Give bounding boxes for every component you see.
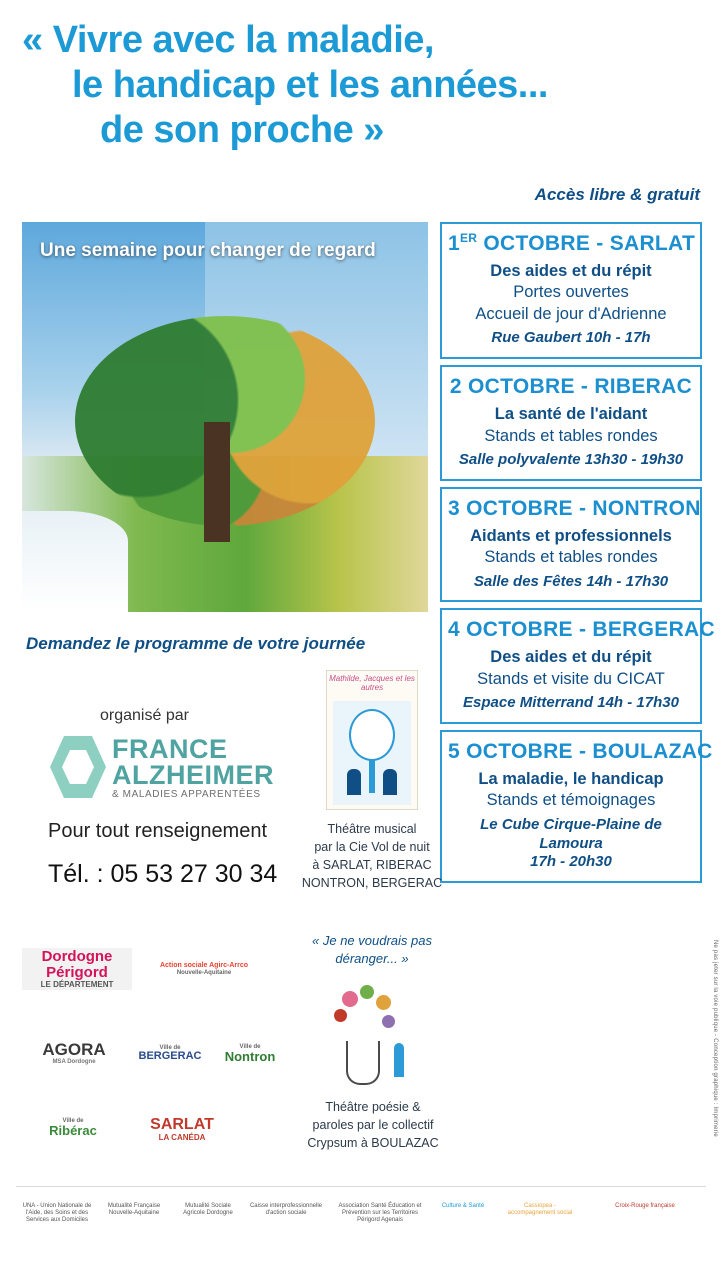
event-title: Aidants et professionnels [470,526,672,545]
partner-logo-name: Ribérac [49,1123,97,1139]
flower-icon [342,991,358,1007]
footer-logo: UNA - Union Nationale de l'Aide, des Soins et des Services aux Domiciles [22,1203,92,1223]
person-icon [394,1043,404,1077]
tree-icon [349,709,395,761]
headline-line-2: le handicap et les années... [72,63,548,106]
print-credit: Ne pas jeter sur la voie publique - Conception graphique : Imprimerie [712,940,718,1137]
flower-icon [334,1009,347,1022]
partner-logo-sub: Ville de [159,1045,181,1052]
event-date: 2 OCTOBRE - RIBERAC [449,375,693,399]
headline-line-1: « Vivre avec la maladie, [22,19,434,61]
flower-icon [382,1015,395,1028]
figure-icon [347,769,361,795]
partner-logo-name: AGORA [42,1039,106,1059]
partner-logo [134,1108,230,1152]
partner-logo-sub: LA CANÉDA [158,1133,206,1143]
partner-logos [16,940,286,1170]
partner-logo-name: BERGERAC [138,1050,202,1063]
theatre-poster-thumbnail [326,670,418,810]
figure-icon [383,769,397,795]
footer-logo: Cassiopea - accompagnement social [507,1203,573,1216]
footer-logo: Mutualité Française Nouvelle-Aquitaine [107,1203,161,1216]
footer-divider [16,1186,706,1187]
event-date: 3 OCTOBRE - NONTRON [448,496,701,520]
photo-subcaption: Demandez le programme de votre journée [26,634,366,653]
event-card [440,222,702,359]
vase-icon [346,1041,380,1085]
event-title: La maladie, le handicap [478,769,664,788]
event-line-3: Accueil de jour d'Adrienne [475,304,667,323]
event-date: 5 OCTOBRE - BOULAZAC [448,739,713,763]
footer-logo: Caisse interprofessionnelle d'action sociale [249,1203,323,1216]
event-line-2: Stands et tables rondes [484,426,658,445]
organiser-label: organisé par [100,707,189,724]
event-line-2: Stands et témoignages [486,791,656,810]
logo-tagline: & MALADIES APPARENTÉES [112,789,261,800]
event-line-2: Stands et visite du CICAT [477,669,665,688]
seasons-tree-image [22,222,428,612]
theatre-poetry-caption: Théâtre poésie & paroles par le collectif Crypsum à BOULAZAC [307,1100,439,1151]
theatre-musical-caption: Théâtre musical par la Cie Vol de nuit à SARLAT, RIBERAC NONTRON, BERGERAC [301,822,443,891]
event-venue: Salle polyvalente 13h30 - 19h30 [458,450,684,468]
contact-label: Pour tout renseignement [48,820,268,842]
flower-icon [360,985,374,999]
footer-logo-strip [0,1195,722,1265]
partner-logo-sub: Ville de [62,1118,84,1125]
partner-logo-sub: Nouvelle-Aquitaine [176,969,232,976]
event-title: La santé de l'aidant [494,405,648,424]
event-date: 4 OCTOBRE - BERGERAC [448,618,715,642]
partner-logo [26,1036,122,1070]
partner-logo [128,1032,212,1076]
partner-logo [30,1108,116,1148]
footer-logo: Association Santé Éducation et Prévention sur les Territoires Périgord Agenais [338,1203,422,1223]
partner-logo [146,940,262,998]
event-title: Des aides et du répit [490,648,652,667]
event-card [440,608,715,724]
partner-logo-sub: MSA Dordogne [52,1058,96,1065]
footer-logo: Mutualité Sociale Agricole Dordogne [183,1203,233,1216]
france-alzheimer-logo [50,732,300,804]
contact-phone: Tél. : 05 53 27 30 34 [48,860,278,888]
theatre-poster-art [333,701,411,805]
footer-logo: Culture & Santé [441,1203,485,1209]
event-line-2: Portes ouvertes [513,283,629,302]
partner-logo-name: Nontron [224,1049,276,1065]
event-title: Des aides et du répit [490,262,652,280]
partner-logo-name: Action sociale Agirc-Arrco [159,962,249,970]
snow-patch [22,511,128,612]
partner-logo-name: Dordogne Périgord [41,948,113,981]
event-date: 1ER OCTOBRE - SARLAT [448,231,696,255]
event-venue: Espace Mitterrand 14h - 17h30 [463,694,679,712]
flower-bouquet-icon [320,985,430,1105]
photo-caption: Une semaine pour changer de regard [40,240,376,261]
partner-logo-sub: Ville de [239,1044,261,1051]
partner-logo [22,948,132,990]
theatre-poster-title: Mathilde, Jacques et les autres [329,674,415,693]
event-venue: Rue Gaubert 10h - 17h [491,329,651,347]
event-line-2: Stands et tables rondes [484,548,658,567]
event-card [440,730,713,883]
logo-line-2: ALZHEIMER [112,760,274,790]
headline-line-3: de son proche » [100,108,384,151]
partner-logo [212,1032,288,1076]
event-venue: Le Cube Cirque-Plaine de Lamoura 17h - 20h30 [480,815,662,871]
logo-line-1: FRANCE [112,734,228,764]
partner-logo-sub: LE DÉPARTEMENT [40,979,114,989]
event-card [440,487,702,603]
event-card [440,365,702,481]
tree-trunk-icon [369,759,375,793]
flower-icon [376,995,391,1010]
theatre-poetry-quote: « Je ne voudrais pas déranger... » [312,933,432,966]
free-access-note: Accès libre & gratuit [534,185,700,204]
event-venue: Salle des Fêtes 14h - 17h30 [473,572,669,590]
tree-trunk [204,422,230,542]
page-title [0,18,700,152]
footer-logo: Croix-Rouge française [615,1203,675,1209]
events-list [440,222,715,889]
partner-logo-name: SARLAT [150,1116,214,1134]
